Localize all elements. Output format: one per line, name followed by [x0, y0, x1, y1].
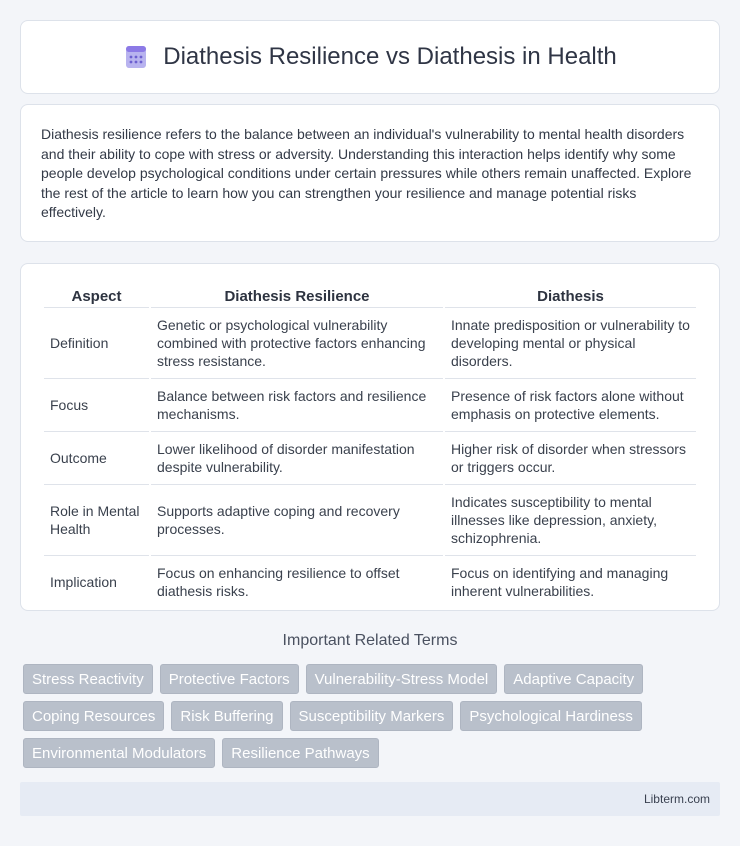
row-aspect: Definition: [44, 308, 149, 379]
document-icon: [123, 44, 149, 70]
comparison-table: [42, 284, 698, 608]
related-terms-tags: [23, 664, 723, 768]
comparison-card: [20, 263, 720, 611]
table-row: [44, 308, 696, 379]
tag-risk-buffering[interactable]: Risk Buffering: [171, 701, 282, 731]
row-aspect: Implication: [50, 574, 117, 590]
tag-environmental-modulators[interactable]: Environmental Modulators: [23, 738, 215, 768]
table-row: [44, 432, 696, 485]
tag-coping-resources[interactable]: Coping Resources: [23, 701, 164, 731]
table-row: [44, 485, 696, 556]
row-resilience: Focus on enhancing resilience to offset diathesis risks.: [157, 565, 400, 599]
tag-susceptibility-markers[interactable]: Susceptibility Markers: [290, 701, 454, 731]
header-aspect: Aspect: [44, 284, 149, 308]
row-diathesis: Innate predisposition or vulnerability to developing mental or physical disorders.: [445, 308, 696, 379]
header-diathesis-resilience: Diathesis Resilience: [151, 284, 443, 308]
tag-protective-factors[interactable]: Protective Factors: [160, 664, 299, 694]
table-header-row: [44, 284, 696, 308]
header-inner: [123, 43, 617, 71]
footer: [20, 782, 720, 816]
page-title: Diathesis Resilience vs Diathesis in Health: [163, 43, 617, 70]
header-card: [20, 20, 720, 94]
table-row: [44, 379, 696, 432]
row-resilience: Genetic or psychological vulnerability combined with protective factors enhancing stress resistance.: [151, 308, 443, 379]
tag-adaptive-capacity[interactable]: Adaptive Capacity: [504, 664, 643, 694]
row-resilience: Lower likelihood of disorder manifestation despite vulnerability.: [151, 432, 443, 485]
tag-vulnerability-stress-model[interactable]: Vulnerability-Stress Model: [306, 664, 498, 694]
row-aspect: Role in Mental Health: [44, 485, 149, 556]
row-diathesis: Focus on identifying and managing inherent vulnerabilities.: [451, 565, 669, 599]
related-terms-title: Important Related Terms: [282, 632, 458, 649]
row-resilience: Balance between risk factors and resilience mechanisms.: [151, 379, 443, 432]
row-resilience: Supports adaptive coping and recovery processes.: [151, 485, 443, 556]
row-aspect: Focus: [44, 379, 149, 432]
intro-card: [20, 104, 720, 242]
table-row: [44, 556, 696, 608]
row-diathesis: Higher risk of disorder when stressors or triggers occur.: [445, 432, 696, 485]
intro-text: Diathesis resilience refers to the balance between an individual's vulnerability to mental health disorders and their ability to cope with stress or adversity. Understanding this interaction helps identify why some people develop psychological conditions under certain pressures while others remain unaffected. Explore the rest of the article to learn how you can strengthen your resilience and manage potential risks effectively.: [41, 126, 692, 221]
tag-resilience-pathways[interactable]: Resilience Pathways: [222, 738, 378, 768]
row-diathesis: Indicates susceptibility to mental illnesses like depression, anxiety, schizophrenia.: [445, 485, 696, 556]
header-diathesis: Diathesis: [445, 284, 696, 308]
tag-psychological-hardiness[interactable]: Psychological Hardiness: [460, 701, 641, 731]
row-diathesis: Presence of risk factors alone without emphasis on protective elements.: [445, 379, 696, 432]
row-aspect: Outcome: [44, 432, 149, 485]
tag-stress-reactivity[interactable]: Stress Reactivity: [23, 664, 153, 694]
footer-link[interactable]: Libterm.com: [643, 792, 710, 806]
